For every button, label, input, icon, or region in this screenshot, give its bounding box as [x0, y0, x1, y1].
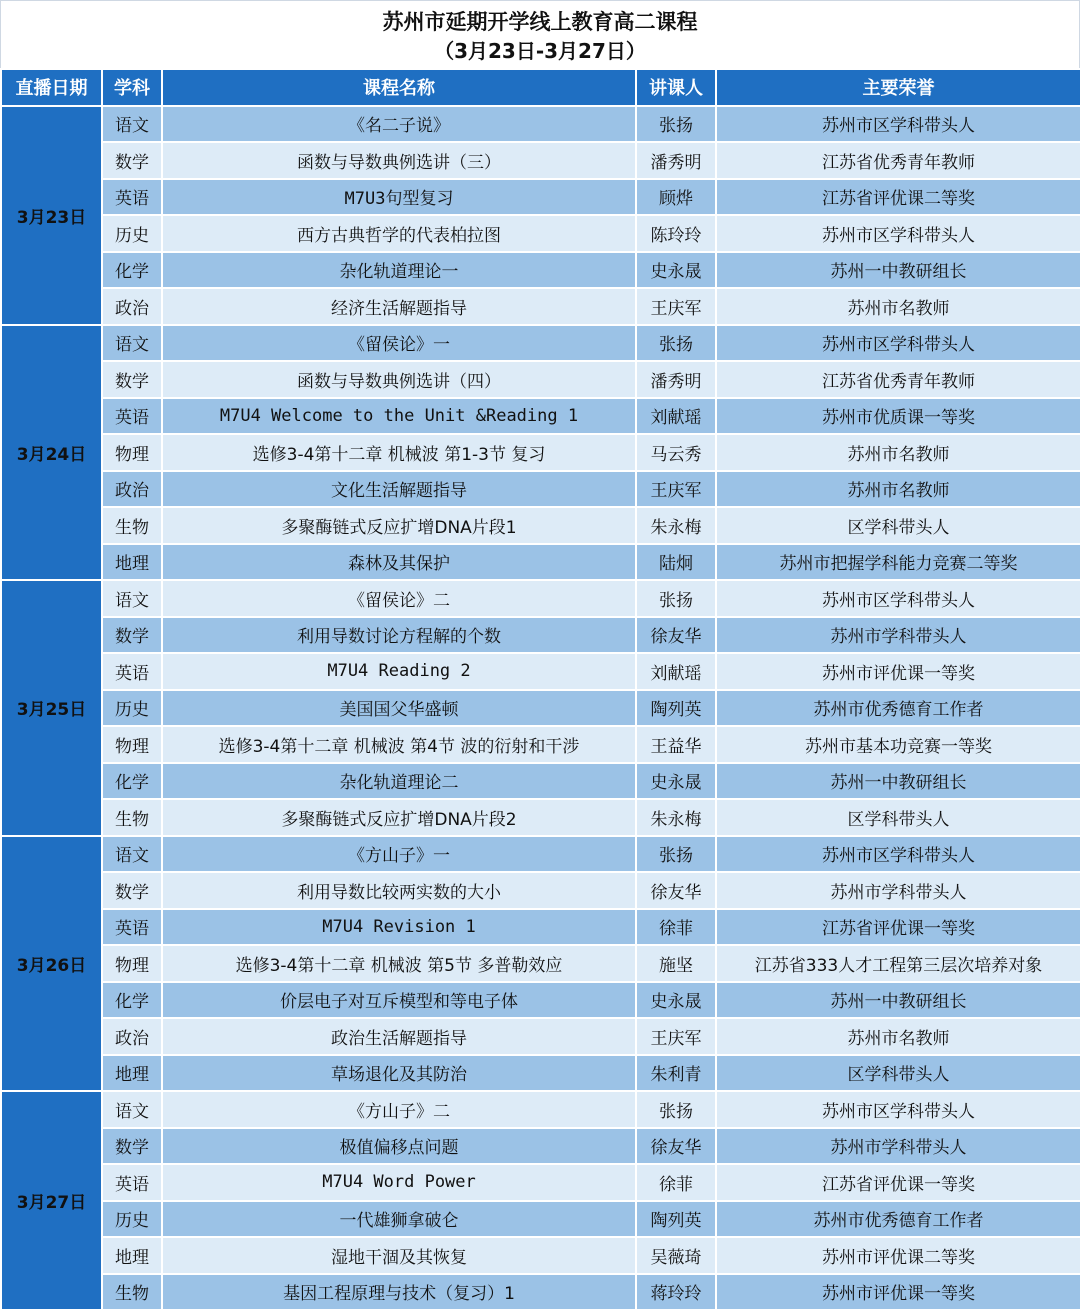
honor-cell: 江苏省优秀青年教师 [716, 361, 1080, 398]
course-cell: M7U4 Word Power [162, 1164, 636, 1201]
honor-cell: 江苏省评优课二等奖 [716, 179, 1080, 216]
date-cell: 3月27日 [1, 1091, 102, 1310]
course-cell: 草场退化及其防治 [162, 1055, 636, 1092]
table-row [1, 617, 1080, 654]
honor-cell: 江苏省评优课一等奖 [716, 909, 1080, 946]
honor-cell: 苏州市基本功竞赛一等奖 [716, 726, 1080, 763]
subject-cell: 地理 [102, 1237, 162, 1274]
subject-cell: 历史 [102, 690, 162, 727]
table-row [1, 215, 1080, 252]
honor-cell: 苏州市优秀德育工作者 [716, 1201, 1080, 1238]
course-cell: 《留侯论》一 [162, 325, 636, 362]
date-cell: 3月23日 [1, 106, 102, 325]
table-row [1, 836, 1080, 873]
subject-cell: 化学 [102, 252, 162, 289]
course-cell: 多聚酶链式反应扩增DNA片段1 [162, 507, 636, 544]
table-row [1, 471, 1080, 508]
teacher-cell: 顾烨 [636, 179, 716, 216]
date-cell: 3月26日 [1, 836, 102, 1092]
table-row [1, 580, 1080, 617]
course-cell: 选修3-4第十二章 机械波 第4节 波的衍射和干涉 [162, 726, 636, 763]
subject-cell: 政治 [102, 1018, 162, 1055]
teacher-cell: 马云秀 [636, 434, 716, 471]
subject-cell: 化学 [102, 763, 162, 800]
honor-cell: 苏州一中教研组长 [716, 982, 1080, 1019]
teacher-cell: 陆炯 [636, 544, 716, 581]
honor-cell: 苏州一中教研组长 [716, 252, 1080, 289]
honor-cell: 苏州一中教研组长 [716, 763, 1080, 800]
honor-cell: 苏州市优质课一等奖 [716, 398, 1080, 435]
subject-cell: 数学 [102, 142, 162, 179]
teacher-cell: 吴薇琦 [636, 1237, 716, 1274]
subject-cell: 英语 [102, 653, 162, 690]
header-honor: 主要荣誉 [716, 69, 1080, 106]
teacher-cell: 徐菲 [636, 909, 716, 946]
subject-cell: 数学 [102, 872, 162, 909]
honor-cell: 苏州市区学科带头人 [716, 215, 1080, 252]
subject-cell: 语文 [102, 580, 162, 617]
course-cell: M7U3句型复习 [162, 179, 636, 216]
course-cell: 文化生活解题指导 [162, 471, 636, 508]
course-cell: 杂化轨道理论二 [162, 763, 636, 800]
teacher-cell: 蒋玲玲 [636, 1274, 716, 1311]
honor-cell: 苏州市区学科带头人 [716, 325, 1080, 362]
course-cell: 美国国父华盛顿 [162, 690, 636, 727]
title-area [0, 0, 1080, 68]
page-title: 苏州市延期开学线上教育高二课程 [382, 10, 698, 34]
subject-cell: 语文 [102, 1091, 162, 1128]
honor-cell: 苏州市评优课一等奖 [716, 653, 1080, 690]
honor-cell: 苏州市名教师 [716, 1018, 1080, 1055]
honor-cell: 江苏省评优课一等奖 [716, 1164, 1080, 1201]
course-cell: 《方山子》二 [162, 1091, 636, 1128]
table-row [1, 288, 1080, 325]
header-row [1, 69, 1080, 106]
schedule-table [0, 68, 1080, 1311]
honor-cell: 苏州市学科带头人 [716, 617, 1080, 654]
table-row [1, 1128, 1080, 1165]
subject-cell: 政治 [102, 471, 162, 508]
teacher-cell: 朱利青 [636, 1055, 716, 1092]
honor-cell: 苏州市区学科带头人 [716, 836, 1080, 873]
honor-cell: 苏州市学科带头人 [716, 1128, 1080, 1165]
table-row [1, 398, 1080, 435]
header-course: 课程名称 [162, 69, 636, 106]
course-cell: 政治生活解题指导 [162, 1018, 636, 1055]
teacher-cell: 朱永梅 [636, 799, 716, 836]
table-row [1, 1018, 1080, 1055]
course-cell: 多聚酶链式反应扩增DNA片段2 [162, 799, 636, 836]
course-cell: 函数与导数典例选讲（三） [162, 142, 636, 179]
teacher-cell: 张扬 [636, 580, 716, 617]
subject-cell: 物理 [102, 945, 162, 982]
teacher-cell: 史永晟 [636, 763, 716, 800]
table-row [1, 653, 1080, 690]
table-row [1, 507, 1080, 544]
course-cell: 西方古典哲学的代表柏拉图 [162, 215, 636, 252]
table-row [1, 1091, 1080, 1128]
honor-cell: 苏州市名教师 [716, 471, 1080, 508]
teacher-cell: 徐友华 [636, 1128, 716, 1165]
teacher-cell: 徐友华 [636, 872, 716, 909]
teacher-cell: 史永晟 [636, 982, 716, 1019]
honor-cell: 区学科带头人 [716, 507, 1080, 544]
subject-cell: 化学 [102, 982, 162, 1019]
header-teacher: 讲课人 [636, 69, 716, 106]
table-row [1, 1274, 1080, 1311]
table-row [1, 909, 1080, 946]
table-row [1, 945, 1080, 982]
honor-cell: 区学科带头人 [716, 799, 1080, 836]
teacher-cell: 王庆军 [636, 471, 716, 508]
honor-cell: 苏州市把握学科能力竞赛二等奖 [716, 544, 1080, 581]
course-cell: 杂化轨道理论一 [162, 252, 636, 289]
subject-cell: 语文 [102, 325, 162, 362]
course-cell: 函数与导数典例选讲（四） [162, 361, 636, 398]
table-row [1, 982, 1080, 1019]
table-row [1, 1055, 1080, 1092]
course-cell: M7U4 Welcome to the Unit &Reading 1 [162, 398, 636, 435]
subject-cell: 数学 [102, 617, 162, 654]
table-row [1, 690, 1080, 727]
table-row [1, 726, 1080, 763]
subject-cell: 数学 [102, 1128, 162, 1165]
subject-cell: 英语 [102, 1164, 162, 1201]
teacher-cell: 施坚 [636, 945, 716, 982]
header-date: 直播日期 [1, 69, 102, 106]
teacher-cell: 徐友华 [636, 617, 716, 654]
honor-cell: 苏州市学科带头人 [716, 872, 1080, 909]
teacher-cell: 张扬 [636, 1091, 716, 1128]
honor-cell: 苏州市评优课一等奖 [716, 1274, 1080, 1311]
teacher-cell: 陶列英 [636, 690, 716, 727]
honor-cell: 苏州市区学科带头人 [716, 106, 1080, 143]
honor-cell: 苏州市优秀德育工作者 [716, 690, 1080, 727]
subject-cell: 地理 [102, 1055, 162, 1092]
honor-cell: 苏州市评优课二等奖 [716, 1237, 1080, 1274]
honor-cell: 区学科带头人 [716, 1055, 1080, 1092]
teacher-cell: 王益华 [636, 726, 716, 763]
schedule-body [1, 106, 1080, 1311]
course-cell: 经济生活解题指导 [162, 288, 636, 325]
table-row [1, 1164, 1080, 1201]
teacher-cell: 陈玲玲 [636, 215, 716, 252]
course-cell: M7U4 Reading 2 [162, 653, 636, 690]
table-row [1, 106, 1080, 143]
subject-cell: 英语 [102, 909, 162, 946]
course-cell: 利用导数讨论方程解的个数 [162, 617, 636, 654]
course-cell: 森林及其保护 [162, 544, 636, 581]
teacher-cell: 张扬 [636, 325, 716, 362]
teacher-cell: 徐菲 [636, 1164, 716, 1201]
table-row [1, 544, 1080, 581]
subject-cell: 历史 [102, 215, 162, 252]
teacher-cell: 朱永梅 [636, 507, 716, 544]
teacher-cell: 陶列英 [636, 1201, 716, 1238]
honor-cell: 江苏省333人才工程第三层次培养对象 [716, 945, 1080, 982]
teacher-cell: 潘秀明 [636, 361, 716, 398]
subject-cell: 政治 [102, 288, 162, 325]
subject-cell: 物理 [102, 434, 162, 471]
course-cell: 选修3-4第十二章 机械波 第1-3节 复习 [162, 434, 636, 471]
subject-cell: 语文 [102, 106, 162, 143]
teacher-cell: 王庆军 [636, 288, 716, 325]
table-row [1, 325, 1080, 362]
honor-cell: 苏州市名教师 [716, 434, 1080, 471]
teacher-cell: 刘献瑶 [636, 653, 716, 690]
table-row [1, 763, 1080, 800]
course-cell: M7U4 Revision 1 [162, 909, 636, 946]
subject-cell: 生物 [102, 1274, 162, 1311]
table-row [1, 252, 1080, 289]
subject-cell: 英语 [102, 398, 162, 435]
table-row [1, 434, 1080, 471]
subject-cell: 英语 [102, 179, 162, 216]
teacher-cell: 王庆军 [636, 1018, 716, 1055]
table-row [1, 179, 1080, 216]
subject-cell: 历史 [102, 1201, 162, 1238]
subject-cell: 语文 [102, 836, 162, 873]
table-row [1, 361, 1080, 398]
page-subtitle: （3月23日-3月27日） [434, 39, 646, 63]
course-cell: 《名二子说》 [162, 106, 636, 143]
subject-cell: 生物 [102, 799, 162, 836]
course-cell: 基因工程原理与技术（复习）1 [162, 1274, 636, 1311]
course-cell: 利用导数比较两实数的大小 [162, 872, 636, 909]
table-row [1, 799, 1080, 836]
course-cell: 一代雄狮拿破仑 [162, 1201, 636, 1238]
honor-cell: 苏州市区学科带头人 [716, 580, 1080, 617]
date-cell: 3月25日 [1, 580, 102, 836]
teacher-cell: 史永晟 [636, 252, 716, 289]
teacher-cell: 潘秀明 [636, 142, 716, 179]
subject-cell: 物理 [102, 726, 162, 763]
table-row [1, 872, 1080, 909]
subject-cell: 生物 [102, 507, 162, 544]
course-cell: 湿地干涸及其恢复 [162, 1237, 636, 1274]
course-cell: 《方山子》一 [162, 836, 636, 873]
date-cell: 3月24日 [1, 325, 102, 581]
table-row [1, 1201, 1080, 1238]
honor-cell: 苏州市名教师 [716, 288, 1080, 325]
teacher-cell: 张扬 [636, 836, 716, 873]
honor-cell: 苏州市区学科带头人 [716, 1091, 1080, 1128]
teacher-cell: 张扬 [636, 106, 716, 143]
course-cell: 《留侯论》二 [162, 580, 636, 617]
header-subject: 学科 [102, 69, 162, 106]
course-cell: 选修3-4第十二章 机械波 第5节 多普勒效应 [162, 945, 636, 982]
subject-cell: 地理 [102, 544, 162, 581]
honor-cell: 江苏省优秀青年教师 [716, 142, 1080, 179]
teacher-cell: 刘献瑶 [636, 398, 716, 435]
subject-cell: 数学 [102, 361, 162, 398]
course-cell: 极值偏移点问题 [162, 1128, 636, 1165]
course-cell: 价层电子对互斥模型和等电子体 [162, 982, 636, 1019]
table-row [1, 1237, 1080, 1274]
table-row [1, 142, 1080, 179]
